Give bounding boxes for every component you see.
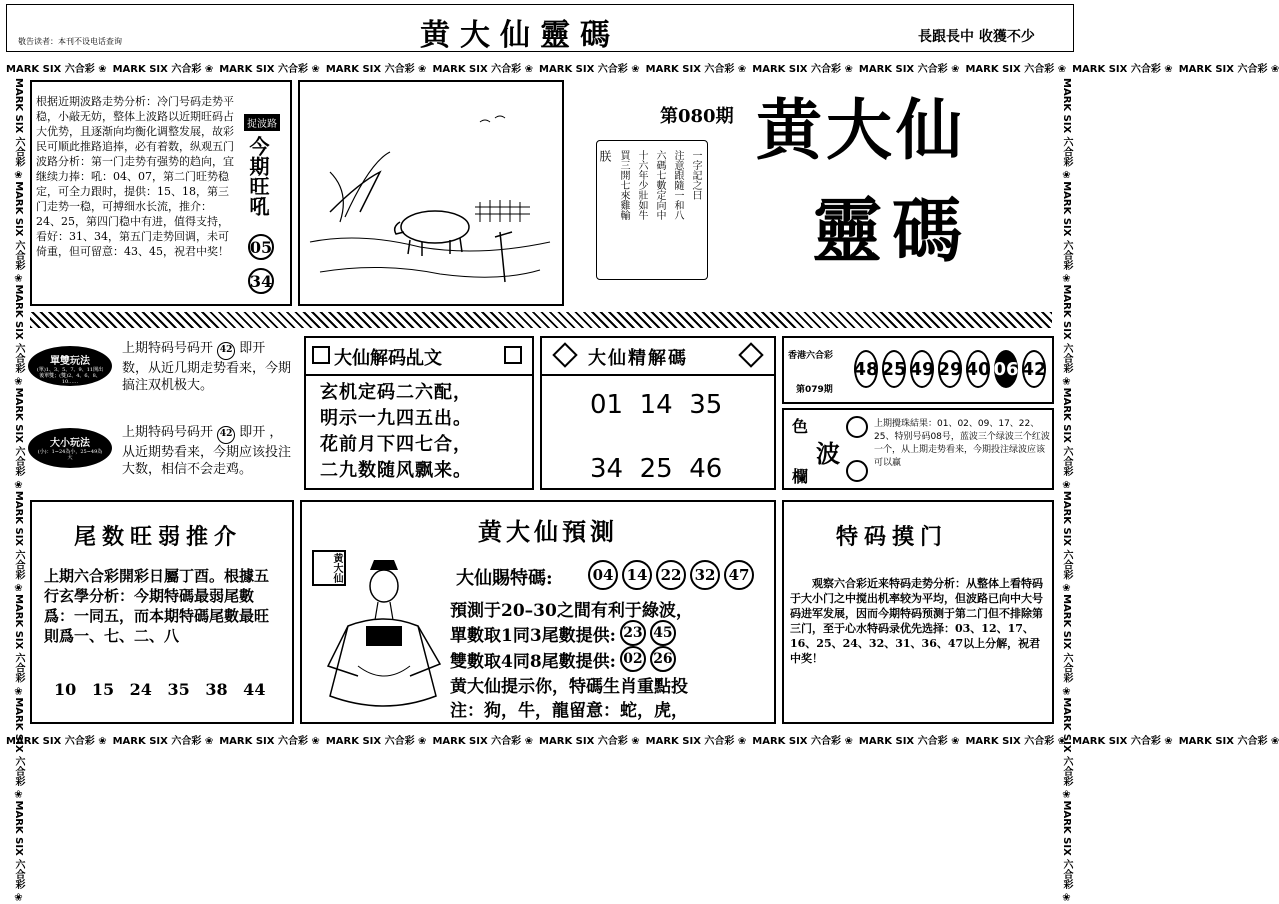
illustration-box <box>298 80 564 306</box>
color-wave-circle-top <box>846 416 868 438</box>
even-number-1: 02 <box>620 646 646 672</box>
border-strip-text: MARK SIX 六合彩 ❀ <box>13 181 24 285</box>
special-number: 22 <box>656 560 686 590</box>
border-strip-text: MARK SIX 六合彩 ❀ <box>1061 284 1072 388</box>
border-strip-text: MARK SIX 六合彩 ❀ <box>1061 800 1072 904</box>
border-strip-text: MARK SIX 六合彩 ❀ <box>539 63 640 75</box>
border-strip-text: MARK SIX 六合彩 ❀ <box>325 735 427 747</box>
decode-poem-line: 玄机定码二六配， <box>320 382 472 403</box>
tail-number-title: 尾数旺弱推介 <box>74 524 243 550</box>
border-strip-text: MARK SIX 六合彩 ❀ <box>858 63 960 75</box>
big-small-text <box>122 424 294 478</box>
hk-result-ball: 40 <box>966 350 990 388</box>
single-double-lead: 上期特码号码开 <box>122 341 214 356</box>
pig-landscape-illustration <box>300 82 562 304</box>
scroll-stamp: 朕 <box>598 150 612 162</box>
color-wave-char-1: 色 <box>792 417 809 436</box>
border-strip-text: MARK SIX 六合彩 ❀ <box>432 735 534 747</box>
hot-pick-vertical: 今期旺吼 <box>246 136 270 216</box>
hk-result-ball: 42 <box>1022 350 1046 388</box>
prediction-title: 黄大仙預測 <box>478 517 618 546</box>
fine-decode-title: 大仙精解碼 <box>588 348 688 369</box>
decode-poem-left-icon <box>312 346 330 364</box>
hot-number-1: 05 <box>248 234 274 260</box>
scroll-line: 十六年少壯如牛 <box>636 150 647 220</box>
wave-tag: 捉波路 <box>244 114 280 131</box>
even-number-2: 26 <box>650 646 676 672</box>
border-strip-text: MARK SIX 六合彩 ❀ <box>539 735 640 747</box>
border-strip-text: MARK SIX 六合彩 ❀ <box>13 697 24 801</box>
border-strip-text: MARK SIX 六合彩 ❀ <box>1072 63 1173 75</box>
big-title-line1: 黄大仙 <box>756 91 966 169</box>
wave-analysis-text: 根据近期波路走势分析：冷门号码走势平稳，小敲无妨，整体上波路以近期旺码占大优势，且逐渐向均衡化调整发展，故彩民可顺此推路追捧，必有着数，纵观五门波路分析：第一门走势有强势的趋向，宜继续力捧：吼：04、07，第二门旺势稳定，可全力跟时，提供：15、18，第三门走势一稳，可搏细水长流，推介：24、25，第四门稳中有进，值得支持，看好：31、34，第五门走势回调，未可倚重，但可留意：43、45，祝君中奖！ <box>36 95 234 258</box>
border-strip-text: MARK SIX 六合彩 ❀ <box>965 735 1067 747</box>
odd-number-2: 45 <box>650 620 676 646</box>
border-strip-text: MARK SIX 六合彩 ❀ <box>645 735 747 747</box>
big-small-label: 大小玩法 <box>50 438 90 449</box>
scroll-line: 一字記之曰 <box>690 150 701 200</box>
border-strip-text: MARK SIX 六合彩 ❀ <box>13 800 24 904</box>
border-strip-text: MARK SIX 六合彩 ❀ <box>858 735 960 747</box>
border-strip-text: MARK SIX 六合彩 ❀ <box>13 78 24 182</box>
special-door-text: 观察六合彩近来特码走势分析：从整体上看特码于大小门之中搅出机率较为平均，但波路已向中大号码进军发展，因而今期特码预测于第二门但不排除第三门，至于心水特码录优先选择：03、12、17、16、25、24、32、31、36、47以上分解，祝君中奖！ <box>790 577 1043 665</box>
notice-text: 敬告读者：本刊不设电话查询 <box>18 37 122 46</box>
special-number: 04 <box>588 560 618 590</box>
border-strip-text: MARK SIX 六合彩 ❀ <box>965 63 1067 75</box>
special-number: 47 <box>724 560 754 590</box>
decode-poem-line: 花前月下四七合， <box>320 434 472 455</box>
border-strip-text: MARK SIX 六合彩 ❀ <box>13 490 24 595</box>
border-strip-text: MARK SIX 六合彩 ❀ <box>13 284 24 388</box>
prediction-line2 <box>450 620 676 646</box>
decode-poem-lines <box>320 380 472 484</box>
decode-poem-line: 明示一九四五出。 <box>320 408 472 429</box>
prediction-line2-text: 單數取1同3尾數提供: <box>450 625 616 646</box>
hk-result-ball: 48 <box>854 350 878 388</box>
border-strip-text: MARK SIX 六合彩 ❀ <box>752 63 853 75</box>
hk-result-ball: 29 <box>938 350 962 388</box>
top-border-strip <box>6 58 1279 76</box>
border-strip-text: MARK SIX 六合彩 ❀ <box>1178 63 1279 75</box>
special-number: 14 <box>622 560 652 590</box>
scroll-line: 六碼七數定向中 <box>654 150 665 220</box>
prediction-line3-text: 雙數取4同8尾數提供: <box>450 651 616 672</box>
header-slogan: 長跟長中 收獲不少 <box>918 29 1035 45</box>
decode-poem-right-icon <box>504 346 522 364</box>
border-strip-text: MARK SIX 六合彩 ❀ <box>112 735 214 747</box>
border-strip-text: MARK SIX 六合彩 ❀ <box>325 63 427 75</box>
tail-number-text: 上期六合彩開彩日屬丁酉。根據五行玄學分析：今期特碼最弱尾數爲：一同五，而本期特碼尾數最旺則爲一、七、二、八 <box>44 567 270 645</box>
fine-decode-row2: 34 25 46 <box>590 454 723 484</box>
border-strip-text: MARK SIX 六合彩 ❀ <box>1061 387 1072 491</box>
scroll-line: 注意跟隨一和八 <box>672 150 683 220</box>
big-title-line2: 靈碼 <box>812 189 972 272</box>
fine-decode-row1: 01 14 35 <box>590 390 723 420</box>
border-strip-text: MARK SIX 六合彩 ❀ <box>645 63 747 75</box>
issue-number: 第080期 <box>660 106 734 127</box>
border-strip-text: MARK SIX 六合彩 ❀ <box>1061 181 1072 285</box>
special-label: 大仙賜特碼: <box>456 568 553 589</box>
pattern-band <box>30 312 1052 328</box>
border-strip-text: MARK SIX 六合彩 ❀ <box>6 735 107 747</box>
odd-number-1: 23 <box>620 620 646 646</box>
border-strip-text: MARK SIX 六合彩 ❀ <box>1061 697 1072 801</box>
sage-figure-illustration <box>318 556 444 716</box>
hk-results-issue: 第079期 <box>796 385 833 395</box>
scroll-line: 買三開七來雞輸 <box>618 150 629 220</box>
prediction-line5: 注：狗，牛，龍留意：蛇，虎， <box>450 701 688 721</box>
color-wave-text: 上期攪珠結果：01、02、09、17、22、25、特别号码08号，蓝波三个绿波三个红波一个，从上期走势看来，今期投注绿波应该可以赢 <box>874 419 1050 468</box>
prediction-line4: 黄大仙提示你，特碼生肖重點投 <box>450 677 688 697</box>
border-strip-text: MARK SIX 六合彩 ❀ <box>13 594 24 698</box>
single-double-sub: (單)1、3、5、7、9、11開出後單雙；(雙)2、4、6、8、10…… <box>36 367 104 385</box>
border-strip-text: MARK SIX 六合彩 ❀ <box>432 63 534 75</box>
decode-poem-title: 大仙解码乩文 <box>334 348 442 369</box>
hk-result-ball: 06 <box>994 350 1018 388</box>
left-border-strip <box>8 78 26 904</box>
border-strip-text: MARK SIX 六合彩 ❀ <box>13 387 24 491</box>
border-strip-text: MARK SIX 六合彩 ❀ <box>1061 490 1072 595</box>
border-strip-text: MARK SIX 六合彩 ❀ <box>112 63 214 75</box>
tail-number-numbers: 10 15 24 35 38 44 <box>54 680 266 699</box>
big-small-sub: (小)：1~24為小，25~49為大 <box>37 449 103 461</box>
big-small-lead: 上期特码号码开 <box>122 425 214 440</box>
decode-poem-line: 二九数随风飘来。 <box>320 460 472 481</box>
hk-result-ball: 49 <box>910 350 934 388</box>
single-double-ball: 42 <box>217 342 235 360</box>
special-door-title: 特码摸门 <box>836 524 949 550</box>
prediction-line3 <box>450 646 676 672</box>
hot-number-2: 34 <box>248 268 274 294</box>
big-small-oval <box>28 428 112 468</box>
color-wave-char-2: 波 <box>816 439 840 468</box>
border-strip-text: MARK SIX 六合彩 ❀ <box>1072 735 1173 747</box>
hk-result-ball: 25 <box>882 350 906 388</box>
single-double-label: 單雙玩法 <box>50 356 90 367</box>
color-wave-char-3: 欄 <box>792 467 809 486</box>
color-wave-circle-bottom <box>846 460 868 482</box>
border-strip-text: MARK SIX 六合彩 ❀ <box>1061 594 1072 698</box>
special-numbers <box>588 560 754 590</box>
bottom-border-strip <box>6 730 1279 748</box>
single-double-oval <box>28 346 112 386</box>
border-strip-text: MARK SIX 六合彩 ❀ <box>219 63 320 75</box>
prediction-line1: 預測于20–30之間有利于綠波， <box>450 601 693 621</box>
border-strip-text: MARK SIX 六合彩 ❀ <box>1061 78 1072 182</box>
big-small-body: 即开 ，从近期势看来，今期应该投注大数，相信不会走鸡。 <box>122 425 292 477</box>
hk-results-label: 香港六合彩 <box>788 351 834 361</box>
sage-seal-text: 黄大仙 <box>331 553 342 583</box>
right-border-strip <box>1056 78 1074 904</box>
border-strip-text: MARK SIX 六合彩 ❀ <box>752 735 853 747</box>
border-strip-text: MARK SIX 六合彩 ❀ <box>1178 735 1279 747</box>
single-double-body: 即开 数，从近几期走势看来，今期搞注双机极大。 <box>122 341 292 393</box>
special-number: 32 <box>690 560 720 590</box>
header-title: 黄大仙靈碼 <box>420 18 620 53</box>
scroll-lines <box>598 150 702 276</box>
single-double-text <box>122 340 294 394</box>
big-small-ball: 42 <box>217 426 235 444</box>
border-strip-text: MARK SIX 六合彩 ❀ <box>219 735 320 747</box>
border-strip-text: MARK SIX 六合彩 ❀ <box>6 63 107 75</box>
